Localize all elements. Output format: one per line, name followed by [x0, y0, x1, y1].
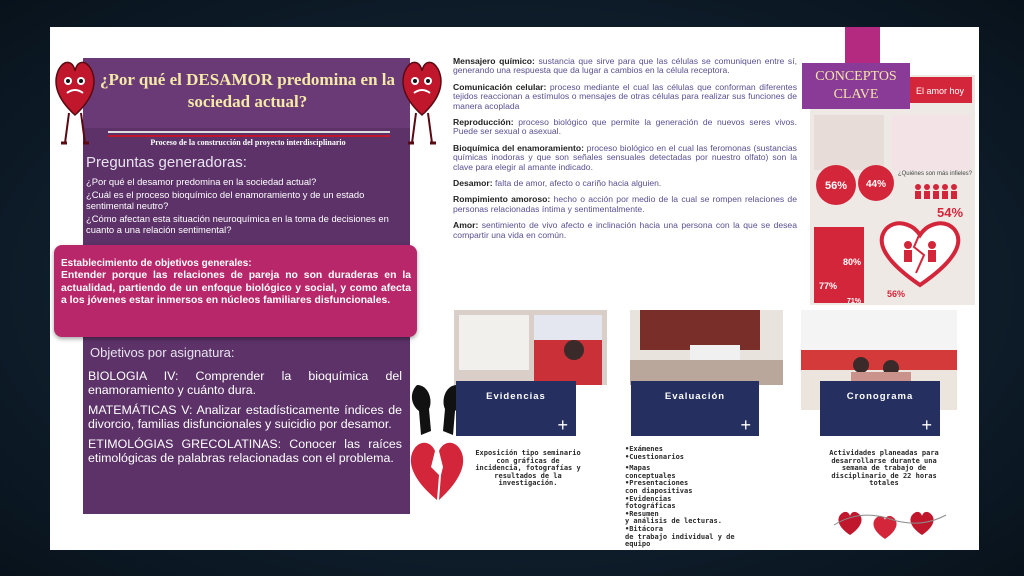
- card-title: Evidencias: [486, 391, 546, 402]
- evaluacion-item: equipo: [625, 540, 651, 549]
- definition-item: Mensajero químico: sustancia que sirve para que las células se comuniquen entre sí, generando una respuesta que da lugar a cambios en la célula receptora.: [453, 56, 797, 76]
- slide-title: ¿Por qué el DESAMOR predomina en la sociedad actual?: [100, 70, 395, 111]
- definition-item: Reproducción: proceso biológico que permite la generación de nuevos seres vivos. Puede ser sexual o asexual.: [453, 117, 797, 137]
- definition-item: Bioquímica del enamoramiento: proceso biológico en el cual las feromonas (sustancias químicas inodoras y que son señales sensuales detectadas por nuestro olfato) son la clave para elegir al amante indicado.: [453, 142, 797, 172]
- slide-subtitle: Proceso de la construcción del proyecto interdisciplinario: [150, 138, 346, 147]
- evaluacion-item: •Resumen: [625, 509, 659, 518]
- question-item: ¿Cómo afectan esta situación neuroquímica en la toma de decisiones en cuanto a una relación sentimental?: [86, 212, 389, 235]
- accent-bar: [845, 27, 880, 63]
- heart-character-icon: [400, 53, 444, 153]
- evaluacion-card[interactable]: [631, 381, 759, 436]
- evaluacion-item: •Evidencias: [625, 494, 672, 503]
- stat-44: 44%: [865, 179, 887, 190]
- evaluacion-item: conceptuales: [625, 471, 676, 480]
- questions-heading: Preguntas generadoras:: [86, 154, 247, 171]
- definition-item: Rompimiento amoroso: hecho o acción por medio de la cual se rompen relaciones de personas relacionadas íntima y sentimentalmente.: [453, 194, 797, 214]
- evidencias-card[interactable]: [456, 381, 576, 436]
- slide: [50, 27, 979, 550]
- photo-evidencias: [454, 310, 607, 385]
- evaluacion-item: con diapositivas: [625, 486, 693, 495]
- goal-title: Establecimiento de objetivos generales:: [61, 258, 252, 269]
- photo-evaluacion: [630, 310, 783, 385]
- cronograma-card[interactable]: [820, 381, 940, 436]
- objective-item: MATEMÁTICAS V: Analizar estadísticamente índices de divorcio, familias disfuncionales y suicidio por desamor.: [88, 403, 402, 431]
- evaluacion-item: y análisis de lecturas.: [625, 517, 722, 526]
- stat-80: 80%: [842, 257, 862, 267]
- conceptos-clave-label: CONCEPTOS CLAVE: [802, 63, 910, 109]
- evaluacion-item: •Mapas: [625, 464, 651, 473]
- evaluacion-item: •Presentaciones: [625, 479, 689, 488]
- definition-item: Amor: sentimiento de vivo afecto e inclinación hacia una persona con la que se desea compartir una vida en común.: [453, 220, 797, 240]
- stat-71: 71%: [846, 298, 862, 305]
- hearts-decoration-icon: [830, 505, 950, 545]
- card-title: Evaluación: [664, 391, 726, 402]
- questions-list: [86, 176, 404, 237]
- plus-icon: +: [557, 415, 568, 435]
- stat-56b: 56%: [886, 289, 906, 299]
- definition-item: Comunicación celular: proceso mediante el cual las células que conforman diferentes tejidos reaccionan a estímulos o mensajes de otras células para realizar sus funciones de manera acoplada: [453, 81, 797, 111]
- divider-line: [108, 131, 390, 133]
- question-item: ¿Por qué el desamor predomina en la sociedad actual?: [86, 176, 317, 187]
- evaluacion-item: •Bitácora: [625, 524, 663, 533]
- infographic-caption: ¿Quiénes son más infieles?: [897, 171, 973, 177]
- plus-icon: +: [921, 415, 932, 435]
- question-item: ¿Cuál es el proceso bioquímico del enamoramiento y de un estado sentimental neutro?: [86, 188, 365, 211]
- evaluacion-item: •Cuestionarios: [625, 452, 685, 461]
- objectives-list: [88, 369, 402, 471]
- heart-character-icon: [53, 53, 97, 153]
- divider-line-red: [108, 135, 390, 137]
- infographic-header: El amor hoy: [915, 86, 965, 96]
- stat-77: 77%: [818, 281, 838, 291]
- plus-icon: +: [740, 415, 751, 435]
- evidencias-text: Exposición tipo seminario con gráficas de incidencia, fotografías y resultados de la investigación.: [475, 449, 581, 488]
- evaluacion-item: fotográficas: [625, 502, 676, 511]
- evaluacion-item: de trabajo individual y de: [625, 532, 735, 541]
- evaluacion-list: [625, 446, 775, 549]
- stat-54: 54%: [936, 205, 964, 220]
- objective-item: ETIMOLÓGIAS GRECOLATINAS: Conocer las raíces etimológicas de palabras relacionadas con el problema.: [88, 437, 402, 465]
- card-title: Cronograma: [846, 391, 914, 402]
- cronograma-text: Actividades planeadas para desarrollarse durante una semana de trabajo de disciplinario de 22 horas totales: [829, 449, 939, 488]
- definitions-list: [453, 57, 797, 247]
- definition-item: Desamor: falta de amor, afecto o cariño hacia alguien.: [453, 178, 662, 189]
- evaluacion-item: •Exámenes: [625, 445, 663, 453]
- stat-56: 56%: [824, 180, 848, 192]
- objective-item: BIOLOGIA IV: Comprender la bioquímica del enamoramiento y cuánto dura.: [88, 369, 402, 397]
- goal-text: Entender porque las relaciones de pareja no son duraderas en la actualidad, partiendo de un enfoque biológico y social, y como afecta a los jóvenes estar inmersos en núcleos familiares disfuncionales.: [61, 270, 411, 306]
- objectives-heading: Objetivos por asignatura:: [90, 345, 235, 360]
- infographic-image: [810, 75, 975, 305]
